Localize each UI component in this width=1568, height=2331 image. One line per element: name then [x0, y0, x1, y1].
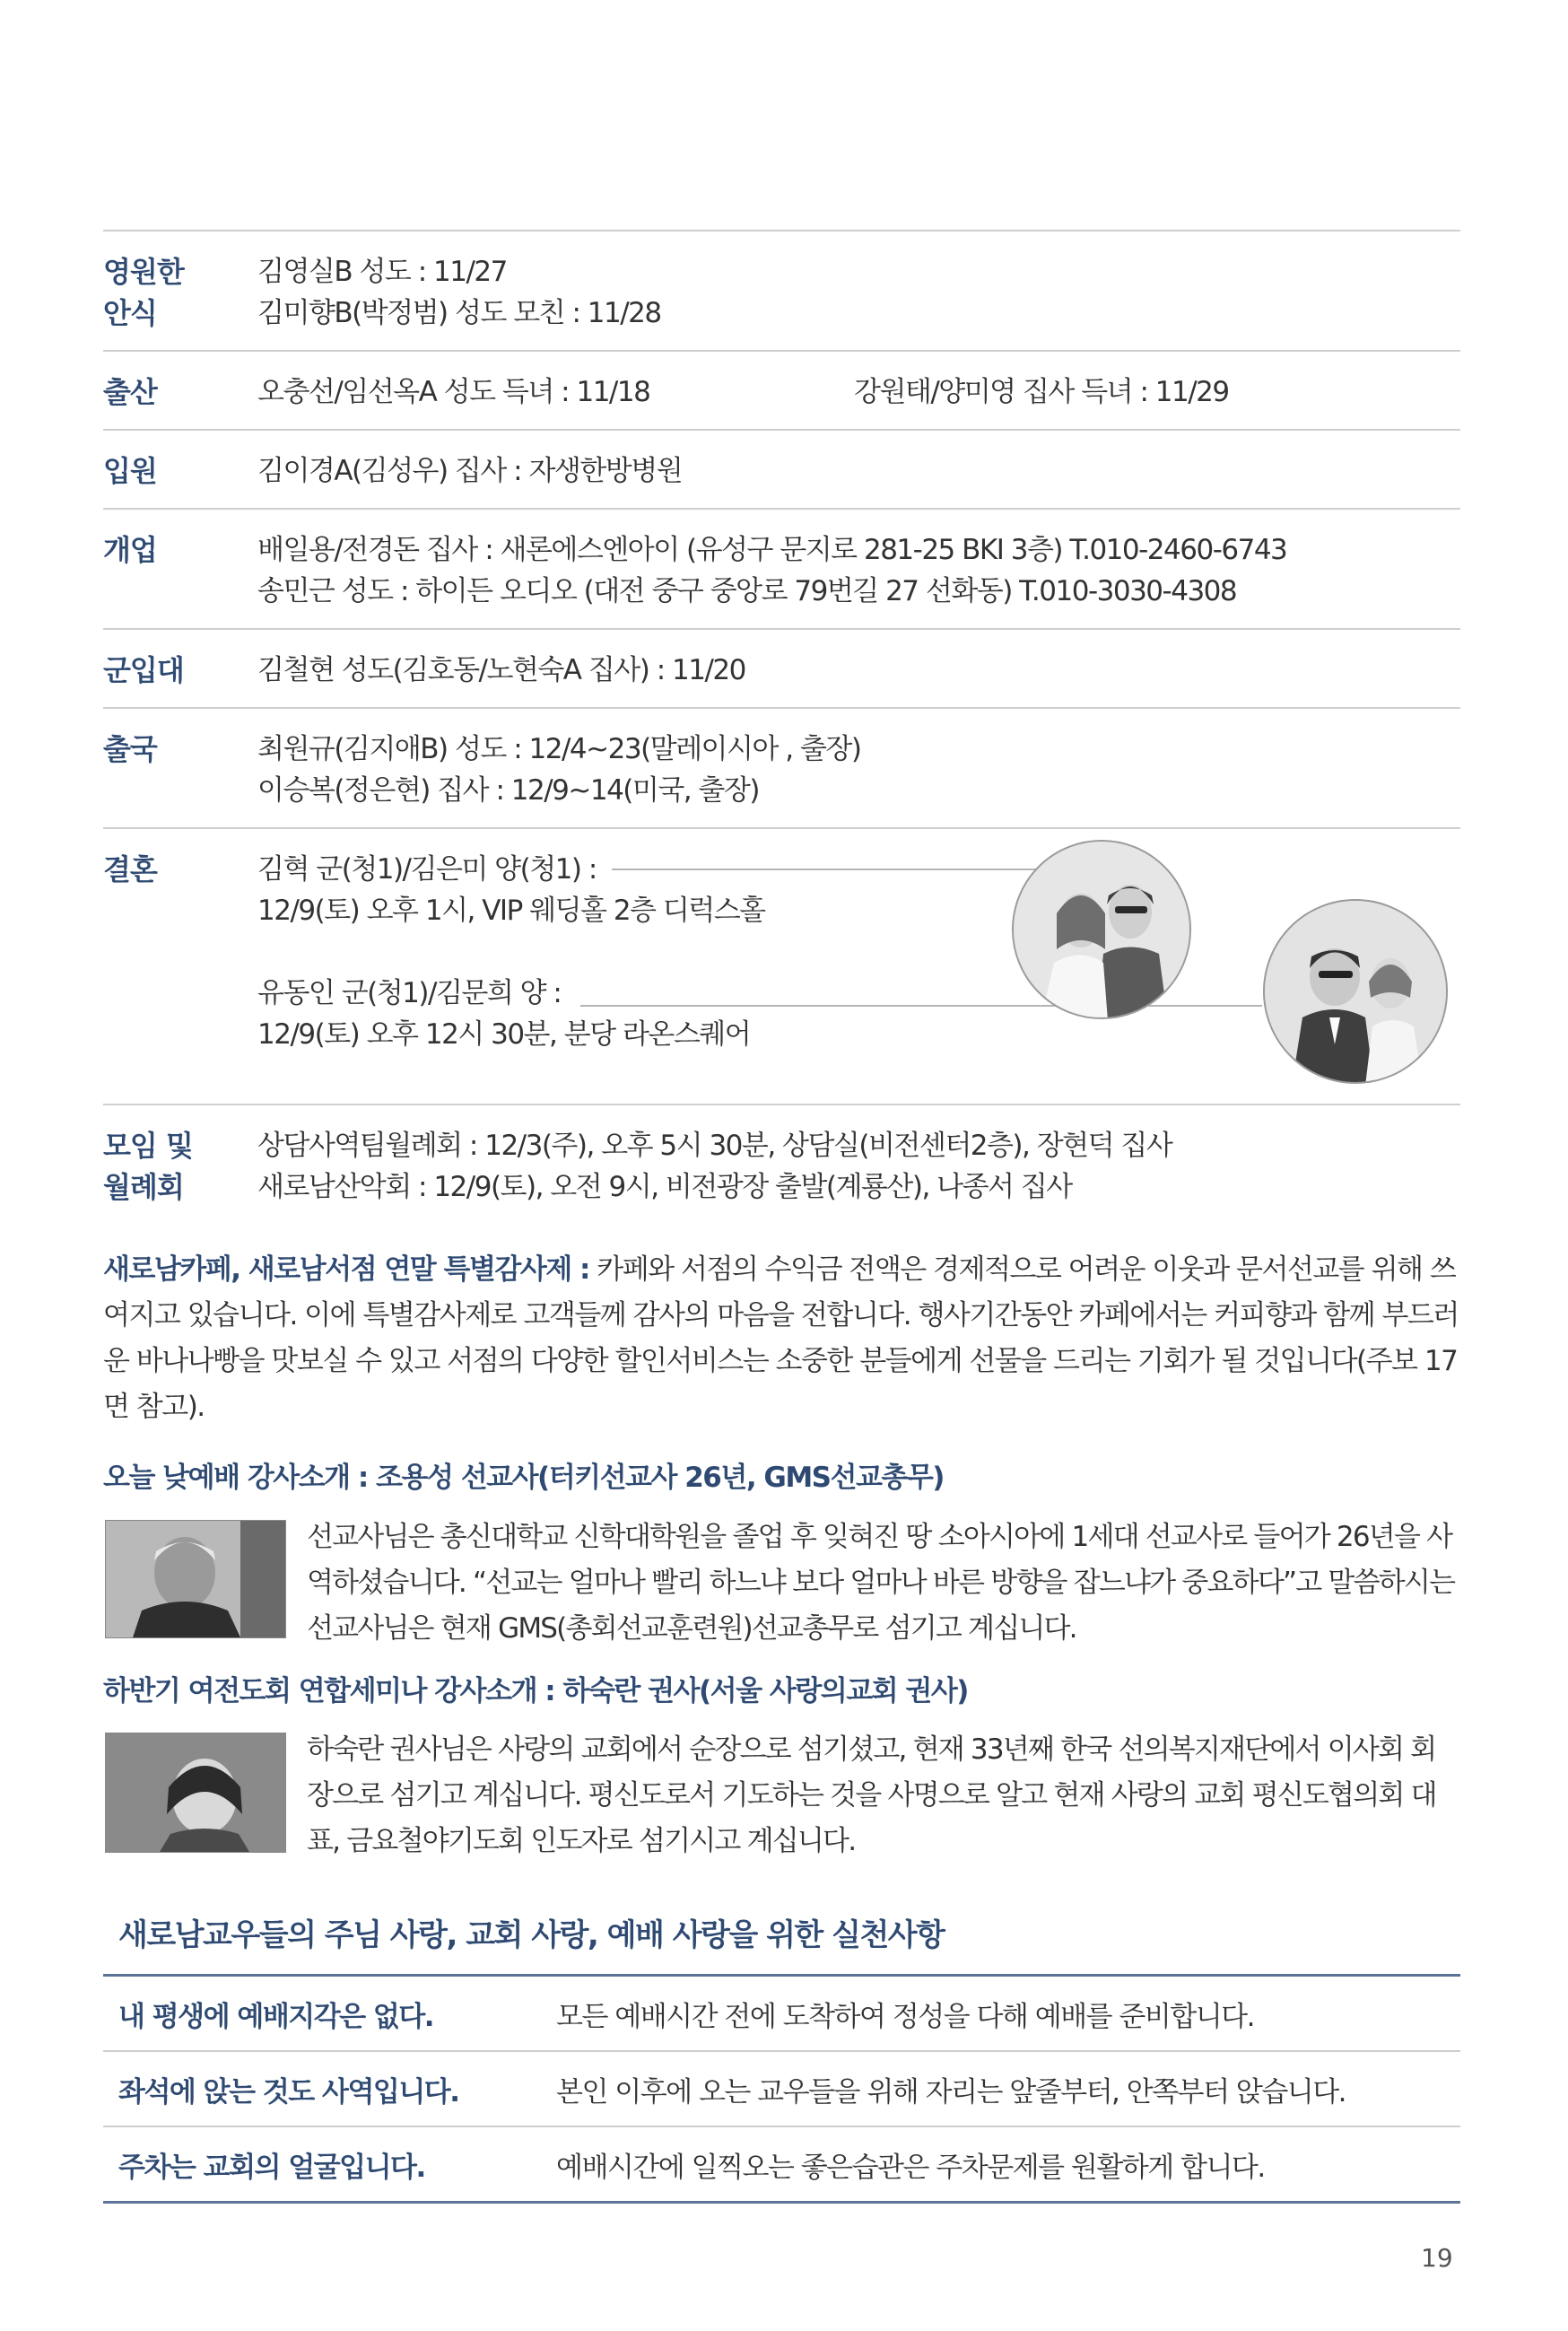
news-line-right: 강원태/양미영 집사 득녀 : 11/29: [854, 376, 1229, 408]
wedding-couple-photo-1: [1012, 840, 1191, 1019]
news-line: 김이경A(김성우) 집사 : 자생한방병원: [257, 455, 683, 487]
news-row-wedding: [103, 827, 1460, 1104]
category-label: 결혼: [103, 852, 157, 886]
category-label: 출산: [103, 375, 157, 409]
portrait-photo-icon: [106, 1733, 285, 1852]
news-row-funeral: [103, 230, 1460, 350]
category-label: 출국: [103, 732, 157, 766]
category-label: 안식: [103, 296, 157, 330]
news-category: [103, 1125, 256, 1208]
news-row-hospital: [103, 429, 1460, 508]
practice-value: 모든 예배시간 전에 도착하여 정성을 다해 예배를 준비합니다.: [556, 2000, 1254, 2033]
speaker2-bio: 하숙란 권사님은 사랑의 교회에서 순장으로 섬기셨고, 현재 33년째 한국 선의복지재단에서 이사회 회장으로 섬기고 계십니다. 평신도로서 기도하는 것을 사명으로 알고 현재 사랑의 교회 평신도협의회 대표, 금요철야기도회 인도자로 섬기시고 계십니다.: [307, 1733, 1436, 1857]
news-line: 이승복(정은현) 집사 : 12/9~14(미국, 출장): [257, 774, 759, 807]
news-line: [257, 371, 1460, 413]
news-row-departure: [103, 707, 1460, 827]
speaker1-bio: 선교사님은 총신대학교 신학대학원을 졸업 후 잊혀진 땅 소아시아에 1세대 선교사로 들어가 26년을 사역하셨습니다. “선교는 얼마나 빨리 하느냐 보다 얼마나 바른 방향을 잡느냐가 중요하다”고 말씀하시는 선교사님은 현재 GMS(총회선교훈련원)선교총무로 섬기고 계십니다.: [307, 1521, 1455, 1645]
couple-photo-icon: [1265, 901, 1448, 1084]
practice-title: 새로남교우들의 주님 사랑, 교회 사랑, 예배 사랑을 위한 실천사항: [118, 1917, 945, 1953]
news-category: [103, 251, 256, 334]
news-category: [103, 650, 256, 691]
news-line: 유동인 군(청1)/김문희 양 :: [257, 977, 562, 1009]
practice-value: 본인 이후에 오는 교우들을 위해 자리는 앞줄부터, 안쪽부터 앉습니다.: [556, 2075, 1346, 2108]
speaker1-heading: 오늘 낮예배 강사소개 : 조용성 선교사(터키선교사 26년, GMS선교총무): [103, 1462, 944, 1494]
practice-key: 주차는 교회의 얼굴입니다.: [118, 2151, 425, 2184]
news-line: 김미향B(박정범) 성도 모친 : 11/28: [257, 297, 661, 329]
portrait-photo-icon: [106, 1521, 285, 1637]
category-label: 월례회: [103, 1170, 184, 1204]
news-row-military: [103, 628, 1460, 707]
news-line: 12/9(토) 오후 1시, VIP 웨딩홀 2층 디럭스홀: [257, 895, 765, 927]
wedding-leader-line-2: [580, 1005, 1262, 1007]
event-title: 새로남카페, 새로남서점 연말 특별감사제 :: [103, 1253, 589, 1286]
event-body: 카페와 서점의 수익금 전액은 경제적으로 어려운 이웃과 문서선교를 위해 쓰여지고 있습니다. 이에 특별감사제로 고객들께 감사의 마음을 전합니다. 행사기간동안 카페에서는 커피향과 함께 부드러운 바나나빵을 맛보실 수 있고 서점의 다양한 할인서비스는 소중한 분들에게 선물을 드리는 기회가 될 것입니다(주보 17면 참고).: [103, 1253, 1459, 1423]
news-category: [103, 371, 256, 413]
practice-row: [103, 1977, 1460, 2052]
news-line: 송민근 성도 : 하이든 오디오 (대전 중구 중앙로 79번길 27 선화동) T.010-3030-4308: [257, 575, 1237, 607]
wedding-couple-photo-2: [1263, 899, 1448, 1084]
news-category: [103, 529, 256, 571]
church-news-table: [103, 230, 1460, 1224]
news-line-left: 오충선/임선옥A 성도 득녀 : 11/18: [257, 376, 650, 408]
category-label: 군입대: [103, 653, 184, 687]
practice-row: [103, 2127, 1460, 2204]
news-category: [103, 849, 256, 890]
news-row-meetings: [103, 1104, 1460, 1224]
page-number: 19: [1421, 2243, 1453, 2273]
news-line: 배일용/전경돈 집사 : 새론에스엔아이 (유성구 문지로 281-25 BKI 3층) T.010-2460-6743: [257, 534, 1287, 566]
news-line: 최원규(김지애B) 성도 : 12/4~23(말레이시아 , 출장): [257, 733, 861, 765]
news-line: 김혁 군(청1)/김은미 양(청1) :: [257, 853, 597, 886]
news-row-business-opening: [103, 508, 1460, 628]
news-line: 12/9(토) 오후 12시 30분, 분당 라온스퀘어: [257, 1018, 751, 1051]
event-notice: [103, 1247, 1460, 1430]
practice-key: 좌석에 앉는 것도 사역입니다.: [118, 2075, 459, 2108]
news-line: 상담사역팀월례회 : 12/3(주), 오후 5시 30분, 상담실(비전센터2층), 장현덕 집사: [257, 1130, 1172, 1162]
news-category: [103, 450, 256, 492]
speaker2-portrait: [105, 1733, 286, 1853]
category-label: 모임 및: [103, 1129, 193, 1163]
practice-key: 내 평생에 예배지각은 없다.: [118, 2000, 434, 2033]
news-line: 새로남산악회 : 12/9(토), 오전 9시, 비전광장 출발(계룡산), 나종서 집사: [257, 1171, 1072, 1203]
news-line: 김철현 성도(김호동/노현숙A 집사) : 11/20: [257, 654, 745, 686]
couple-photo-icon: [1014, 842, 1191, 1019]
category-label: 영원한: [103, 255, 184, 289]
news-row-birth: [103, 350, 1460, 429]
news-category: [103, 729, 256, 770]
practice-row: [103, 2052, 1460, 2127]
category-label: 입원: [103, 454, 157, 488]
speaker2-heading: 하반기 여전도회 연합세미나 강사소개 : 하숙란 권사(서울 사랑의교회 권사): [103, 1675, 968, 1707]
category-label: 개업: [103, 533, 157, 567]
news-line: 김영실B 성도 : 11/27: [257, 256, 507, 288]
practice-value: 예배시간에 일찍오는 좋은습관은 주차문제를 원활하게 합니다.: [556, 2151, 1265, 2184]
speaker1-portrait: [105, 1520, 286, 1638]
practice-table: [103, 1974, 1460, 2204]
